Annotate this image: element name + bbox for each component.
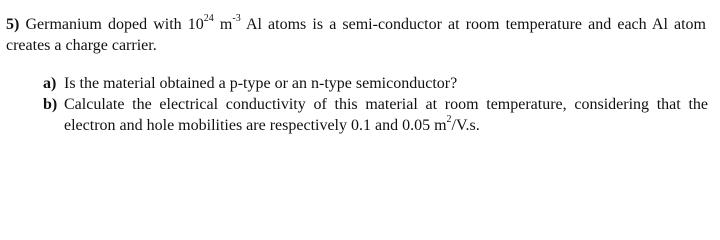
- subquestion-b: [43, 94, 708, 136]
- exponent-2: 2: [446, 113, 452, 125]
- subquestion-b-text-part2: /V.s.: [451, 117, 480, 134]
- question-text-part3: Al atoms is a semi-conductor at room temperature and each Al atom creates a charge carrier.: [6, 16, 707, 54]
- question-number: 5): [6, 16, 20, 33]
- exponent-minus-3: -3: [232, 12, 241, 24]
- subquestion-a: [43, 73, 708, 94]
- subquestion-a-letter: a): [43, 75, 57, 92]
- question-text-part1: Germanium doped with 10: [25, 16, 204, 33]
- question-5: [6, 14, 706, 56]
- subquestion-a-text: Is the material obtained a p-type or an n-type semiconductor?: [64, 75, 458, 92]
- subquestion-b-text-part1: Calculate the electrical conductivity of this material at room temperature, considering that the electron and hole mobilities are respectively 0.1 and 0.05 m: [64, 96, 708, 134]
- subquestion-b-letter: b): [43, 96, 58, 113]
- subquestion-b-body: [64, 94, 708, 136]
- question-text-part2: m: [213, 16, 233, 33]
- exponent-24: 24: [203, 12, 214, 24]
